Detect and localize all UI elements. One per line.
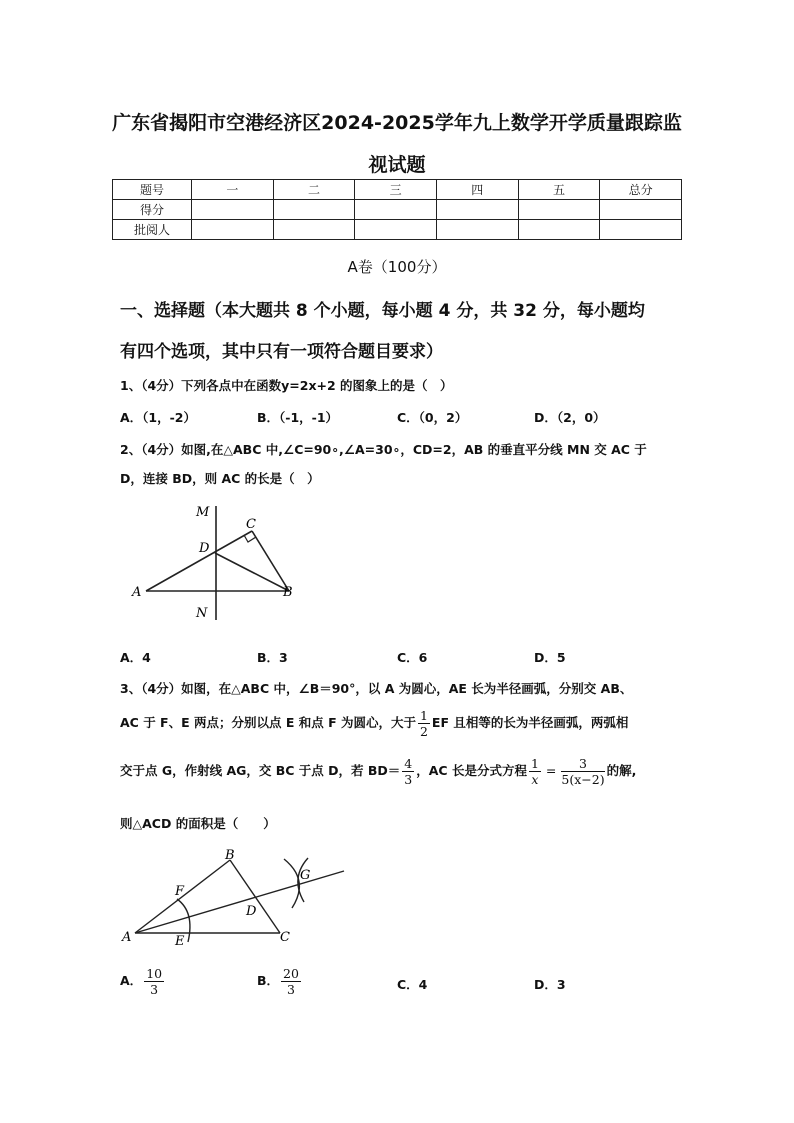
fraction-denominator: 2 bbox=[419, 724, 428, 739]
segment-bc bbox=[230, 860, 280, 933]
fraction-numerator: 1 bbox=[530, 756, 539, 771]
question-3-line3 bbox=[120, 756, 636, 787]
fraction-numerator: 10 bbox=[146, 966, 163, 981]
score-cell[interactable] bbox=[436, 220, 518, 240]
q3-option-a[interactable] bbox=[120, 962, 166, 1000]
fraction-numerator: 4 bbox=[404, 756, 413, 771]
score-table-row bbox=[113, 220, 682, 240]
arc-g-1 bbox=[284, 859, 299, 908]
score-header-cell: 题号 bbox=[113, 180, 192, 200]
fraction-twenty-thirds bbox=[281, 966, 301, 997]
ray-ag bbox=[135, 871, 344, 933]
score-cell[interactable] bbox=[273, 200, 355, 220]
score-header-cell: 三 bbox=[355, 180, 437, 200]
label-c: C bbox=[246, 517, 256, 532]
doc-title-line2: 视试题 bbox=[368, 154, 426, 176]
q3-line2-text-a: AC 于 F、E 两点；分别以点 E 和点 F 为圆心，大于 bbox=[120, 715, 416, 730]
score-header-cell: 二 bbox=[273, 180, 355, 200]
section-heading-line1: 一、选择题（本大题共 8 个小题，每小题 4 分，共 32 分，每小题均 bbox=[120, 301, 645, 321]
fraction-eq-rhs bbox=[561, 756, 604, 787]
fraction-denominator: 5(x−2) bbox=[561, 772, 605, 787]
score-cell[interactable] bbox=[355, 220, 437, 240]
fraction-one-half bbox=[418, 708, 430, 739]
score-table-row bbox=[113, 200, 682, 220]
label-f: F bbox=[175, 884, 185, 899]
q3-option-b[interactable] bbox=[257, 962, 303, 1000]
score-table-header-row bbox=[113, 180, 682, 200]
question-3-line1: 3、（4分）如图，在△ABC 中，∠B＝90°，以 A 为圆心，AE 长为半径画弧，分别交 AB、 bbox=[120, 681, 633, 696]
label-a: A bbox=[132, 585, 142, 600]
q2-triangle-figure bbox=[125, 498, 305, 628]
q2-option-b[interactable]: B．3 bbox=[257, 650, 288, 665]
fraction-denominator: 3 bbox=[287, 982, 295, 997]
fraction-bd bbox=[402, 756, 414, 787]
label-a: A bbox=[122, 930, 132, 945]
label-b: B bbox=[283, 585, 293, 600]
label-m: M bbox=[196, 505, 210, 520]
question-2-line2: D，连接 BD，则 AC 的长是（ ） bbox=[120, 471, 320, 486]
q3-line2-text-b: EF 且相等的长为半径画弧，两弧相 bbox=[431, 715, 629, 730]
segment-ac bbox=[146, 531, 252, 591]
score-header-cell: 总分 bbox=[600, 180, 682, 200]
q3-triangle-figure bbox=[118, 842, 358, 957]
doc-title-line1: 广东省揭阳市空港经济区2024-2025学年九上数学开学质量跟踪监 bbox=[112, 112, 682, 134]
score-header-cell: 一 bbox=[192, 180, 274, 200]
score-cell[interactable] bbox=[355, 200, 437, 220]
label-b: B bbox=[225, 848, 235, 863]
option-label: A． bbox=[120, 973, 143, 988]
q1-option-b[interactable]: B．（-1，-1） bbox=[257, 410, 339, 425]
q2-option-d[interactable]: D．5 bbox=[534, 650, 566, 665]
score-header-cell: 四 bbox=[436, 180, 518, 200]
q1-option-d[interactable]: D．（2，0） bbox=[534, 410, 606, 425]
label-n: N bbox=[196, 606, 208, 621]
score-cell[interactable] bbox=[192, 220, 274, 240]
score-cell[interactable] bbox=[518, 200, 600, 220]
q3-option-c[interactable]: C．4 bbox=[397, 977, 428, 992]
score-table bbox=[112, 179, 682, 240]
q1-option-c[interactable]: C．（0，2） bbox=[397, 410, 468, 425]
fraction-denominator: x bbox=[531, 772, 539, 787]
score-cell[interactable] bbox=[518, 220, 600, 240]
score-cell[interactable] bbox=[600, 200, 682, 220]
label-g: G bbox=[300, 868, 311, 883]
score-row-label: 得分 bbox=[113, 200, 192, 220]
q2-option-c[interactable]: C．6 bbox=[397, 650, 428, 665]
volume-header: A卷（100分） bbox=[347, 258, 447, 276]
fraction-denominator: 3 bbox=[150, 982, 159, 997]
label-c: C bbox=[280, 930, 290, 945]
score-row-label: 批阅人 bbox=[113, 220, 192, 240]
question-1-text: 1、（4分）下列各点中在函数y=2x+2 的图象上的是（ ） bbox=[120, 378, 453, 393]
equals-sign: = bbox=[545, 763, 557, 778]
q3-line3-text-c: 的解, bbox=[606, 763, 637, 778]
q2-option-a[interactable]: A．4 bbox=[120, 650, 151, 665]
label-d: D bbox=[246, 904, 257, 919]
question-3-line4: 则△ACD 的面积是（ ） bbox=[120, 816, 276, 831]
score-cell[interactable] bbox=[273, 220, 355, 240]
fraction-numerator: 1 bbox=[419, 708, 428, 723]
q1-option-a[interactable]: A．（1，-2） bbox=[120, 410, 197, 425]
q3-line3-text-b: ，AC 长是分式方程 bbox=[416, 763, 527, 778]
section-heading-line2: 有四个选项，其中只有一项符合题目要求） bbox=[120, 342, 443, 362]
q3-line3-text-a: 交于点 G，作射线 AG，交 BC 于点 D，若 BD＝ bbox=[120, 763, 401, 778]
option-label: B． bbox=[257, 973, 280, 988]
fraction-eq-lhs bbox=[529, 756, 541, 787]
q3-option-d[interactable]: D．3 bbox=[534, 977, 566, 992]
fraction-numerator: 20 bbox=[283, 966, 299, 981]
score-cell[interactable] bbox=[192, 200, 274, 220]
score-cell[interactable] bbox=[600, 220, 682, 240]
question-2-line1: 2、（4分）如图,在△ABC 中,∠C=90∘,∠A=30∘，CD=2，AB 的垂直平分线 MN 交 AC 于 bbox=[120, 442, 647, 457]
score-cell[interactable] bbox=[436, 200, 518, 220]
label-d: D bbox=[199, 541, 210, 556]
fraction-ten-thirds bbox=[144, 966, 164, 997]
fraction-denominator: 3 bbox=[404, 772, 413, 787]
score-header-cell: 五 bbox=[518, 180, 600, 200]
question-3-line2 bbox=[120, 708, 628, 739]
fraction-numerator: 3 bbox=[561, 756, 604, 772]
label-e: E bbox=[175, 934, 185, 949]
